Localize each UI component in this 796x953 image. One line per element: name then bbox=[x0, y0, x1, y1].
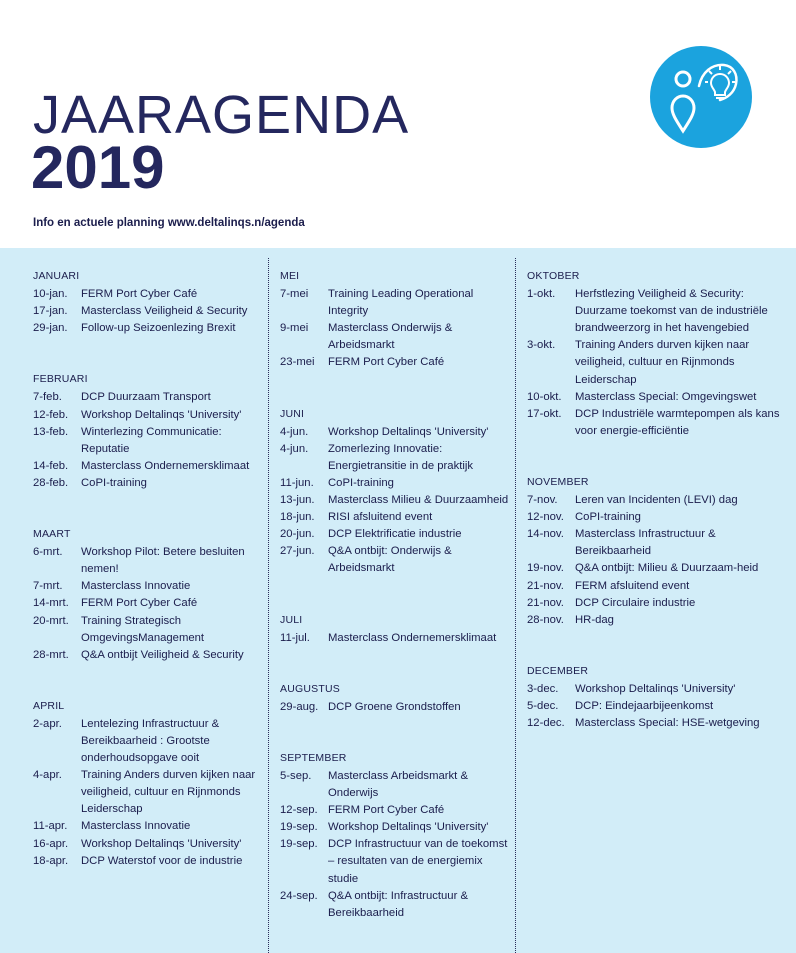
event-row bbox=[527, 492, 789, 509]
event-row bbox=[33, 544, 261, 578]
event-title: Workshop Deltalinqs 'University' bbox=[328, 821, 489, 834]
event-date: 13-jun. bbox=[280, 494, 315, 507]
event-title: Masterclass Innovatie bbox=[81, 820, 191, 833]
event-title: Masterclass Veiligheid & Security bbox=[81, 305, 248, 318]
event-date: 20-jun. bbox=[280, 528, 315, 541]
event-row bbox=[33, 424, 261, 458]
event-row bbox=[527, 612, 789, 629]
event-date: 10-jan. bbox=[33, 288, 68, 301]
event-title: Workshop Deltalinqs 'University' bbox=[81, 408, 242, 421]
event-title: FERM afsluitend event bbox=[575, 579, 690, 592]
event-title: Lentelezing Infrastructuur & Bereikbaarheid : Grootste onderhoudsopgave ooit bbox=[81, 717, 220, 765]
month-heading: SEPTEMBER bbox=[280, 751, 347, 764]
month-heading: FEBRUARI bbox=[33, 373, 88, 386]
event-row bbox=[280, 888, 510, 922]
event-date: 3-okt. bbox=[527, 339, 556, 352]
event-date: 4-jun. bbox=[280, 442, 309, 455]
info-line: Info en actuele planning www.deltalinqs.n/agenda bbox=[33, 217, 305, 229]
event-row bbox=[33, 647, 261, 664]
event-title: Zomerlezing Innovatie: Energietransitie in de praktijk bbox=[328, 442, 474, 472]
event-row bbox=[33, 407, 261, 424]
section-spacer bbox=[33, 337, 261, 354]
section-spacer bbox=[33, 492, 261, 509]
event-row bbox=[527, 715, 789, 732]
event-title: DCP: Eindejaarbijeenkomst bbox=[575, 699, 714, 712]
event-title: Q&A ontbijt: Infrastructuur & Bereikbaarheid bbox=[328, 889, 469, 919]
event-row bbox=[33, 303, 261, 320]
month-heading: NOVEMBER bbox=[527, 475, 589, 488]
event-title: Workshop Pilot: Betere besluiten nemen! bbox=[81, 546, 245, 576]
agenda-column bbox=[33, 268, 261, 870]
event-title: Masterclass Onderwijs & Arbeidsmarkt bbox=[328, 322, 453, 352]
section-spacer bbox=[527, 457, 789, 474]
event-row bbox=[527, 337, 789, 388]
event-title: DCP Duurzaam Transport bbox=[81, 391, 211, 404]
event-date: 20-mrt. bbox=[33, 614, 69, 627]
section-spacer bbox=[527, 646, 789, 663]
event-title: DCP Industriële warmtepompen als kans voor energie-efficiëntie bbox=[575, 407, 780, 437]
event-date: 4-apr. bbox=[33, 769, 62, 782]
event-row bbox=[280, 526, 510, 543]
section-spacer bbox=[280, 595, 510, 612]
month-heading: JUNI bbox=[280, 407, 305, 420]
section-spacer bbox=[33, 664, 261, 681]
event-row bbox=[33, 458, 261, 475]
event-date: 18-jun. bbox=[280, 511, 315, 524]
event-title: Masterclass Special: HSE-wetgeving bbox=[575, 717, 760, 730]
agenda-column bbox=[527, 268, 789, 732]
section-spacer bbox=[280, 664, 510, 681]
event-date: 10-okt. bbox=[527, 390, 562, 403]
section-spacer bbox=[33, 509, 261, 526]
event-row bbox=[527, 681, 789, 698]
event-title: Workshop Deltalinqs 'University' bbox=[81, 837, 242, 850]
section-spacer bbox=[280, 389, 510, 406]
event-row bbox=[280, 836, 510, 887]
section-spacer bbox=[527, 629, 789, 646]
event-date: 19-sep. bbox=[280, 821, 318, 834]
event-date: 14-feb. bbox=[33, 459, 69, 472]
event-row bbox=[33, 286, 261, 303]
event-title: DCP Circulaire industrie bbox=[575, 596, 696, 609]
event-title: FERM Port Cyber Café bbox=[81, 288, 198, 301]
event-title: Masterclass Special: Omgevingswet bbox=[575, 390, 757, 403]
event-row bbox=[280, 320, 510, 354]
event-row bbox=[527, 526, 789, 560]
month-heading: AUGUSTUS bbox=[280, 682, 340, 695]
section-spacer bbox=[280, 578, 510, 595]
event-title: Workshop Deltalinqs 'University' bbox=[575, 682, 736, 695]
event-row bbox=[33, 613, 261, 647]
person-lightbulb-icon bbox=[650, 46, 752, 148]
event-date: 4-jun. bbox=[280, 425, 309, 438]
event-date: 11-jun. bbox=[280, 476, 314, 489]
event-row bbox=[280, 543, 510, 577]
event-title: Masterclass Innovatie bbox=[81, 580, 191, 593]
event-row bbox=[280, 492, 510, 509]
event-title: Masterclass Arbeidsmarkt & Onderwijs bbox=[328, 769, 468, 800]
event-date: 3-dec. bbox=[527, 682, 559, 695]
event-date: 21-nov. bbox=[527, 579, 564, 592]
event-date: 28-feb. bbox=[33, 476, 69, 489]
event-title: Q&A ontbijt: Onderwijs & Arbeidsmarkt bbox=[328, 545, 452, 575]
section-spacer bbox=[280, 647, 510, 664]
section-spacer bbox=[33, 354, 261, 371]
event-row bbox=[280, 441, 510, 475]
event-date: 11-apr. bbox=[33, 820, 68, 833]
event-row bbox=[33, 853, 261, 870]
agenda-column bbox=[280, 268, 510, 922]
event-row bbox=[33, 320, 261, 337]
section-spacer bbox=[280, 733, 510, 750]
event-date: 12-sep. bbox=[280, 804, 318, 817]
event-date: 9-mei bbox=[280, 322, 309, 335]
month-heading: OKTOBER bbox=[527, 270, 580, 282]
event-date: 13-feb. bbox=[33, 425, 69, 438]
event-row bbox=[527, 595, 789, 612]
event-title: CoPI-training bbox=[81, 476, 147, 489]
event-date: 29-jan. bbox=[33, 322, 68, 335]
event-title: Training Leading Operational Integrity bbox=[328, 288, 474, 318]
event-date: 5-sep. bbox=[280, 769, 312, 782]
event-title: Masterclass Infrastructuur & Bereikbaarheid bbox=[575, 528, 716, 558]
event-row bbox=[280, 630, 510, 647]
column-divider bbox=[268, 258, 269, 953]
event-title: HR-dag bbox=[575, 613, 614, 626]
event-title: Training Anders durven kijken naar veiligheid, cultuur en Rijnmonds Leiderschap bbox=[575, 339, 750, 386]
section-spacer bbox=[280, 716, 510, 733]
event-title: Q&A ontbijt: Milieu & Duurzaam-heid bbox=[575, 562, 759, 575]
event-row bbox=[280, 509, 510, 526]
event-row bbox=[33, 767, 261, 818]
event-date: 19-sep. bbox=[280, 838, 318, 851]
event-row bbox=[527, 389, 789, 406]
event-row bbox=[33, 818, 261, 835]
event-row bbox=[527, 698, 789, 715]
event-title: FERM Port Cyber Café bbox=[328, 356, 445, 369]
event-date: 7-nov. bbox=[527, 494, 558, 507]
month-heading: JULI bbox=[280, 613, 303, 626]
event-row bbox=[527, 286, 789, 337]
event-title: Follow-up Seizoenlezing Brexit bbox=[81, 322, 236, 335]
event-date: 2-apr. bbox=[33, 717, 62, 730]
event-date: 27-jun. bbox=[280, 545, 315, 558]
event-date: 14-nov. bbox=[527, 528, 564, 541]
event-title: Herfstlezing Veiligheid & Security: Duurzame toekomst van de industriële brandweerzorg in het havengebied bbox=[575, 288, 768, 335]
event-row bbox=[280, 354, 510, 371]
event-date: 12-feb. bbox=[33, 408, 69, 421]
event-title: FERM Port Cyber Café bbox=[81, 597, 198, 610]
event-row bbox=[33, 836, 261, 853]
event-date: 19-nov. bbox=[527, 562, 564, 575]
event-title: Masterclass Ondernemersklimaat bbox=[81, 459, 250, 472]
event-row bbox=[527, 578, 789, 595]
event-title: Masterclass Ondernemersklimaat bbox=[328, 631, 497, 644]
event-date: 11-jul. bbox=[280, 631, 310, 644]
event-date: 21-nov. bbox=[527, 596, 564, 609]
event-title: DCP Elektrificatie industrie bbox=[328, 528, 462, 541]
event-row bbox=[33, 716, 261, 767]
event-date: 17-okt. bbox=[527, 407, 562, 420]
event-date: 12-dec. bbox=[527, 717, 565, 730]
event-title: FERM Port Cyber Café bbox=[328, 804, 445, 817]
event-date: 7-mei bbox=[280, 288, 309, 301]
column-divider bbox=[515, 258, 516, 953]
month-heading: APRIL bbox=[33, 699, 65, 712]
event-title: DCP Groene Grondstoffen bbox=[328, 700, 461, 713]
event-row bbox=[280, 286, 510, 320]
month-heading: DECEMBER bbox=[527, 664, 589, 677]
event-date: 5-dec. bbox=[527, 699, 559, 712]
event-date: 7-feb. bbox=[33, 391, 62, 404]
event-date: 23-mei bbox=[280, 356, 315, 369]
section-spacer bbox=[527, 440, 789, 457]
event-title: Winterlezing Communicatie: Reputatie bbox=[81, 425, 222, 455]
section-spacer bbox=[280, 372, 510, 389]
event-title: Q&A ontbijt Veiligheid & Security bbox=[81, 648, 244, 661]
event-date: 18-apr. bbox=[33, 854, 69, 867]
event-row bbox=[527, 560, 789, 577]
event-date: 12-nov. bbox=[527, 511, 564, 524]
page-title: JAARAGENDA bbox=[33, 85, 410, 145]
event-title: DCP Infrastructuur van de toekomst – resultaten van de energiemix studie bbox=[328, 838, 508, 885]
event-title: CoPI-training bbox=[328, 476, 394, 489]
event-row bbox=[280, 475, 510, 492]
event-row bbox=[280, 768, 510, 802]
event-row bbox=[33, 578, 261, 595]
event-date: 16-apr. bbox=[33, 837, 69, 850]
event-date: 14-mrt. bbox=[33, 597, 69, 610]
event-title: Training Strategisch OmgevingsManagement bbox=[81, 614, 205, 644]
event-row bbox=[33, 475, 261, 492]
event-row bbox=[527, 406, 789, 440]
event-row bbox=[527, 509, 789, 526]
event-row bbox=[280, 819, 510, 836]
event-title: Workshop Deltalinqs 'University' bbox=[328, 425, 489, 438]
event-title: Leren van Incidenten (LEVI) dag bbox=[575, 494, 738, 507]
event-date: 6-mrt. bbox=[33, 546, 63, 559]
event-row bbox=[280, 424, 510, 441]
page-year: 2019 bbox=[31, 134, 165, 201]
event-row bbox=[280, 802, 510, 819]
event-title: Training Anders durven kijken naar veiligheid, cultuur en Rijnmonds Leiderschap bbox=[81, 769, 256, 816]
month-heading: JANUARI bbox=[33, 270, 80, 282]
event-date: 1-okt. bbox=[527, 288, 556, 301]
event-date: 7-mrt. bbox=[33, 580, 63, 593]
event-date: 24-sep. bbox=[280, 889, 318, 902]
event-title: RISI afsluitend event bbox=[328, 511, 433, 524]
event-date: 29-aug. bbox=[280, 700, 319, 713]
event-title: Masterclass Milieu & Duurzaamheid bbox=[328, 494, 509, 507]
month-heading: MEI bbox=[280, 270, 300, 282]
event-row bbox=[33, 389, 261, 406]
event-row bbox=[33, 595, 261, 612]
event-title: DCP Waterstof voor de industrie bbox=[81, 854, 243, 867]
event-date: 28-mrt. bbox=[33, 648, 69, 661]
month-heading: MAART bbox=[33, 528, 71, 541]
event-row bbox=[280, 699, 510, 716]
event-date: 17-jan. bbox=[33, 305, 68, 318]
event-title: CoPI-training bbox=[575, 511, 641, 524]
section-spacer bbox=[33, 681, 261, 698]
event-date: 28-nov. bbox=[527, 613, 564, 626]
